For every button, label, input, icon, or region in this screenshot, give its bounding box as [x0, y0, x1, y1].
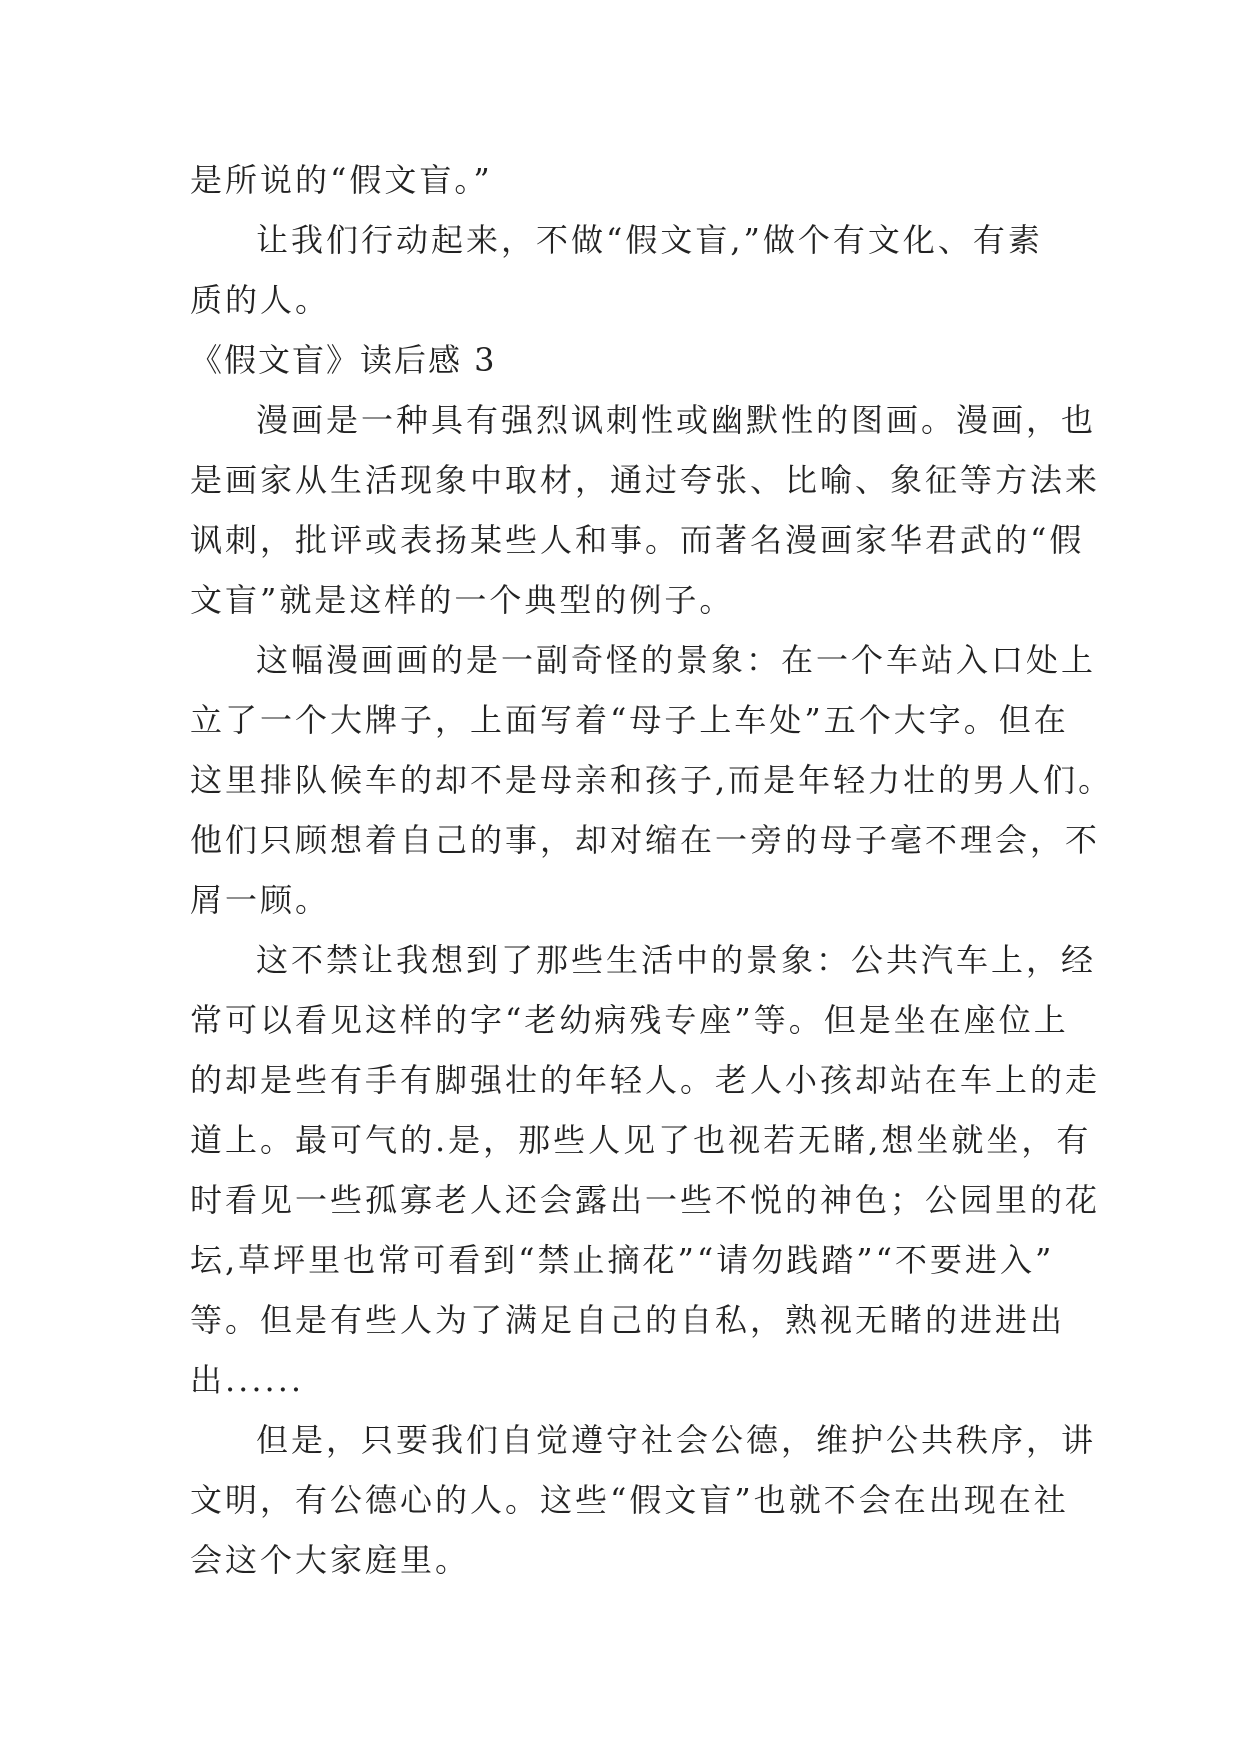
paragraph-line: 让我们行动起来，不做“假文盲,”做个有文化、有素 — [256, 221, 1043, 259]
paragraph-line: 会这个大家庭里。 — [190, 1541, 471, 1579]
paragraph-line: 是画家从生活现象中取材，通过夸张、比喻、象征等方法来 — [190, 461, 1101, 499]
paragraph-line: 道上。最可气的.是，那些人见了也视若无睹,想坐就坐，有 — [190, 1121, 1092, 1159]
paragraph-line: 的却是些有手有脚强壮的年轻人。老人小孩却站在车上的走 — [190, 1061, 1101, 1099]
paragraph-line: 立了一个大牌子，上面写着“母子上车处”五个大字。但在 — [190, 701, 1069, 739]
paragraph-line: 这幅漫画画的是一副奇怪的景象：在一个车站入口处上 — [256, 641, 1097, 679]
paragraph-line: 漫画是一种具有强烈讽刺性或幽默性的图画。漫画，也 — [256, 401, 1097, 439]
paragraph-line: 这不禁让我想到了那些生活中的景象：公共汽车上，经 — [256, 941, 1097, 979]
paragraph-line: 时看见一些孤寡老人还会露出一些不悦的神色；公园里的花 — [190, 1181, 1101, 1219]
paragraph-line: 常可以看见这样的字“老幼病残专座”等。但是坐在座位上 — [190, 1001, 1069, 1039]
paragraph-line: 屑一顾。 — [190, 881, 331, 919]
paragraph-line: 等。但是有些人为了满足自己的自私，熟视无睹的进进出 — [190, 1301, 1066, 1339]
paragraph-line: 文明，有公德心的人。这些“假文盲”也就不会在出现在社 — [190, 1481, 1069, 1519]
paragraph-line: 坛,草坪里也常可看到“禁止摘花”“请勿践踏”“不要进入” — [190, 1241, 1055, 1279]
paragraph-line: 但是，只要我们自觉遵守社会公德，维护公共秩序，讲 — [256, 1421, 1097, 1459]
paragraph-line: 出...... — [190, 1361, 305, 1399]
section-heading: 《假文盲》读后感 3 — [190, 341, 497, 379]
paragraph-line: 他们只顾想着自己的事，却对缩在一旁的母子毫不理会，不 — [190, 821, 1101, 859]
document-body — [190, 150, 1114, 1590]
paragraph-line: 文盲”就是这样的一个典型的例子。 — [190, 581, 735, 619]
paragraph-line: 是所说的“假文盲。” — [190, 161, 493, 199]
paragraph-line: 质的人。 — [190, 281, 331, 319]
paragraph-line: 这里排队候车的却不是母亲和孩子,而是年轻力壮的男人们。 — [190, 761, 1114, 799]
paragraph-line: 讽刺，批评或表扬某些人和事。而著名漫画家华君武的“假 — [190, 521, 1085, 559]
